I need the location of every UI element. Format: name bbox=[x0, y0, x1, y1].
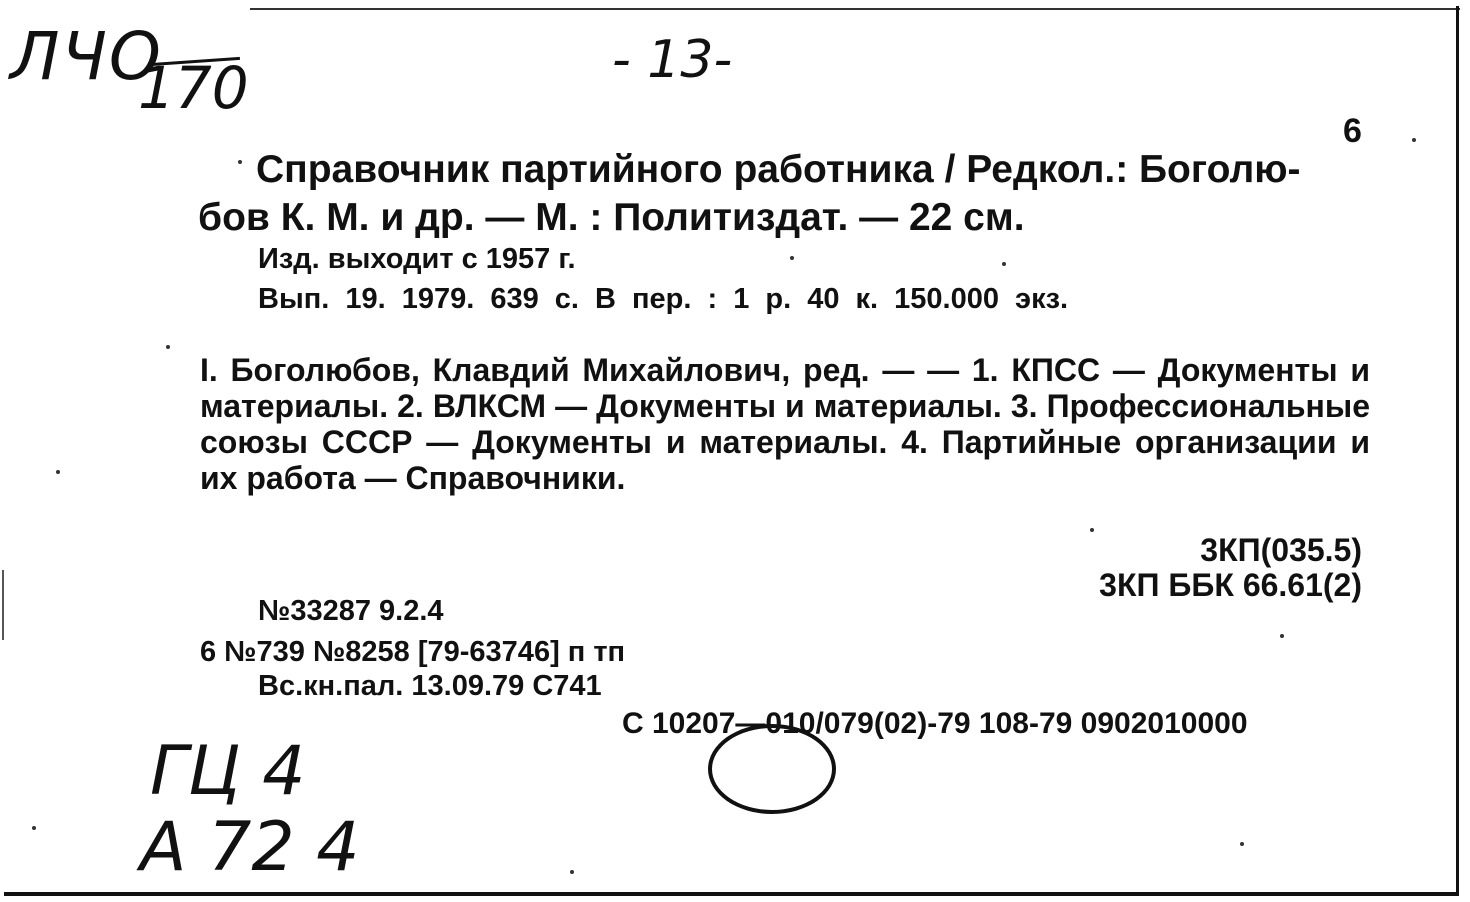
handwritten-code-line-2: А 72 4 bbox=[140, 808, 360, 887]
speck bbox=[166, 345, 170, 349]
handwritten-shelfmark-sub: 170 bbox=[138, 54, 249, 122]
accession-number: №33287 9.2.4 bbox=[258, 595, 444, 627]
speck bbox=[1090, 528, 1094, 532]
issue-details: Вып. 19. 1979. 639 с. В пер. : 1 р. 40 к. 150.000 экз. bbox=[258, 283, 1069, 315]
card-top-edge bbox=[250, 8, 1460, 10]
publication-since: Изд. выходит с 1957 г. bbox=[258, 243, 576, 275]
speck bbox=[570, 870, 574, 874]
corner-number: 6 bbox=[1343, 112, 1362, 150]
registry-line: Вс.кн.пал. 13.09.79 С741 bbox=[258, 670, 602, 702]
speck bbox=[1412, 138, 1416, 142]
speck bbox=[56, 470, 60, 474]
speck bbox=[238, 160, 242, 164]
handwritten-code-line-1: ГЦ 4 bbox=[150, 732, 306, 811]
card-bottom-edge bbox=[4, 892, 1459, 896]
title-line-2: бов К. М. и др. — М. : Политиздат. — 22 см. bbox=[198, 196, 1025, 239]
speck bbox=[1002, 262, 1006, 266]
handwritten-shelfmark: ЛЧО bbox=[10, 18, 163, 95]
subject-headings: I. Боголюбов, Клавдий Михайлович, ред. — — 1. КПСС — Документы и материалы. 2. ВЛКСМ — Документы и материалы. 3. Профессиональные союзы СССР — Документы и материалы. 4. Партийные организации и их работа — Справочники. bbox=[200, 352, 1370, 496]
title-line-1: Справочник партийного работника / Редкол.: Боголю- bbox=[256, 148, 1301, 191]
class-code-2: 3КП ББК 66.61(2) bbox=[1099, 567, 1362, 603]
card-left-edge bbox=[2, 570, 4, 640]
card-right-edge bbox=[1456, 6, 1459, 894]
speck bbox=[790, 256, 794, 260]
catalog-code-line: С 10207—010/079(02)-79 108-79 0902010000 bbox=[622, 707, 1248, 740]
order-line: 6 №739 №8258 [79-63746] п тп bbox=[200, 636, 626, 668]
stamp-circle bbox=[708, 724, 836, 814]
speck bbox=[1240, 842, 1244, 846]
class-code-1: 3КП(035.5) bbox=[1200, 532, 1362, 568]
speck bbox=[32, 826, 36, 830]
handwritten-page-marker: - 13- bbox=[612, 30, 733, 90]
speck bbox=[1280, 634, 1284, 638]
